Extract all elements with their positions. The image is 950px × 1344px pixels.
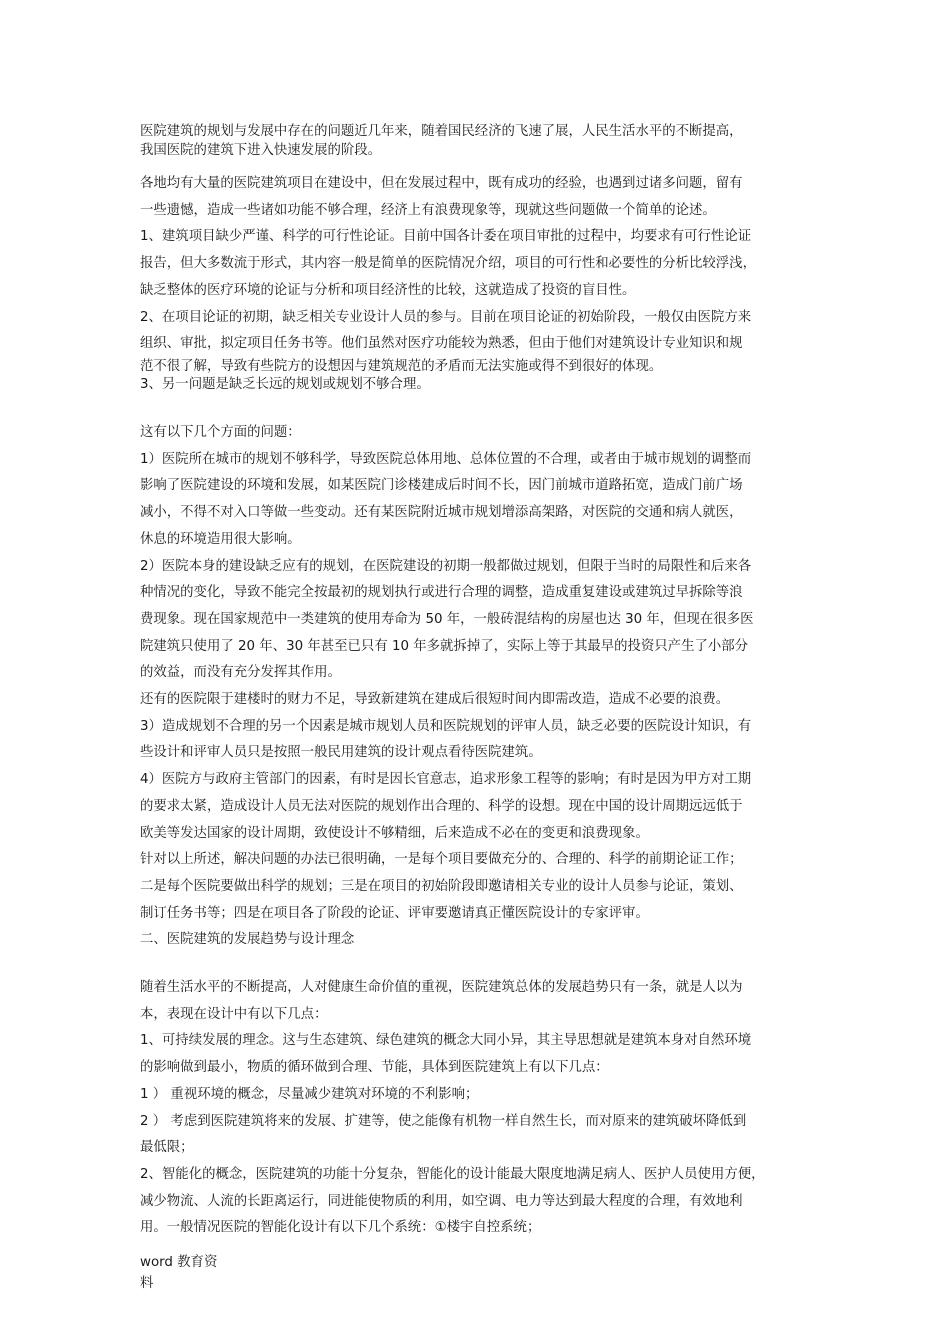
text-line: 休息的环境造用很大影响。 xyxy=(140,531,301,547)
text-line: 1）医院所在城市的规划不够科学，导致医院总体用地、总体位置的不合理，或者由于城市规划的调整而 xyxy=(140,451,752,467)
text-line: 各地均有大量的医院建筑项目在建设中，但在发展过程中，既有成功的经验，也遇到过诸多问题，留有 xyxy=(140,176,743,191)
text-line: 的效益，而没有充分发挥其作用。 xyxy=(140,665,341,681)
text-line: 减小，不得不对入口等做一些变动。还有某医院附近城市规划增添高架路，对医院的交通和病人就医， xyxy=(140,505,743,521)
text-line: 2、在项目论证的初期，缺乏相关专业设计人员的参与。目前在项目论证的初始阶段，一般仅由医院方来 xyxy=(140,309,752,325)
text-line: 最低限； xyxy=(140,1140,194,1156)
text-line: 1 ） 重视环境的概念，尽量减少建筑对环境的不利影响； xyxy=(140,1086,479,1102)
section-planning-issues xyxy=(140,420,830,954)
text-line: 欧美等发达国家的设计周期，致使设计不够精细，后来造成不必在的变更和浪费现象。 xyxy=(140,825,649,841)
text-line: 二、医院建筑的发展趋势与设计理念 xyxy=(140,932,355,948)
text-line: 一些遗憾，造成一些诸如功能不够合理，经济上有浪费现象等，现就这些问题做一个简单的论述。 xyxy=(140,202,716,218)
footer-line: word 教育资 xyxy=(140,1255,218,1270)
text-line: 些设计和评审人员只是按照一般民用建筑的设计观点看待医院建筑。 xyxy=(140,745,542,761)
text-line: 针对以上所述，解决问题的办法已很明确，一是每个项目要做充分的、合理的、科学的前期论证工作； xyxy=(140,852,743,868)
text-line: 本，表现在设计中有以下几点： xyxy=(140,1006,328,1022)
page-footer xyxy=(140,1252,217,1294)
text-line: 2）医院本身的建设缺乏应有的规划，在医院建设的初期一般都做过规划，但限于当时的局限性和后来各 xyxy=(140,558,752,574)
text-line: 种情况的变化，导致不能完全按最初的规划执行或进行合理的调整，造成重复建设或建筑过早拆除等浪 xyxy=(140,585,743,601)
text-line: 还有的医院限于建楼时的财力不足，导致新建筑在建成后很短时间内即需改造，造成不必要的浪费。 xyxy=(140,692,730,708)
section-problems xyxy=(140,171,830,394)
section-trends xyxy=(140,975,830,1242)
text-line: 我国医院的建筑下进入快速发展的阶段。 xyxy=(140,143,382,158)
text-line: 3、另一问题是缺乏长远的规划或规划不够合理。 xyxy=(140,376,430,392)
text-line: 费现象。现在国家规范中一类建筑的使用寿命为 50 年，一般砖混结构的房屋也达 30 年，但现在很多医 xyxy=(140,611,754,627)
text-line: 院建筑只使用了 20 年、30 年甚至已只有 10 年多就拆掉了，实际上等于其最早的投资只产生了小部分 xyxy=(140,638,749,654)
text-line: 4）医院方与政府主管部门的因素，有时是因长官意志，追求形象工程等的影响；有时是因为甲方对工期 xyxy=(140,772,752,788)
text-line: 的影响做到最小，物质的循环做到合理、节能，具体到医院建筑上有以下几点： xyxy=(140,1060,609,1076)
intro-paragraph xyxy=(140,122,830,160)
text-line: 范不很了解，导致有些院方的设想因与建筑规范的矛盾而无法实施或得不到很好的体现。 xyxy=(140,358,663,374)
text-line: 二是每个医院要做出科学的规划；三是在项目的初始阶段即邀请相关专业的设计人员参与论证，策划、 xyxy=(140,878,743,894)
text-line: 组织、审批，拟定项目任务书等。他们虽然对医疗功能较为熟悉，但由于他们对建筑设计专业知识和规 xyxy=(140,336,743,352)
text-line: 2、智能化的概念，医院建筑的功能十分复杂，智能化的设计能最大限度地满足病人、医护人员使用方便， xyxy=(140,1166,765,1182)
text-line: 3）造成规划不合理的另一个因素是城市规划人员和医院规划的评审人员，缺乏必要的医院设计知识，有 xyxy=(140,718,752,734)
text-line: 缺乏整体的医疗环境的论证与分析和项目经济性的比较，这就造成了投资的盲目性。 xyxy=(140,282,636,298)
text-line: 医院建筑的规划与发展中存在的问题近几年来，随着国民经济的飞速了展，人民生活水平的不断提高， xyxy=(140,124,743,139)
footer-line: 料 xyxy=(140,1276,154,1291)
text-line: 用。一般情况医院的智能化设计有以下几个系统：①楼宇自控系统； xyxy=(140,1220,541,1236)
text-line: 报告，但大多数流于形式，其内容一般是简单的医院情况介绍，项目的可行性和必要性的分析比较浮浅， xyxy=(140,256,756,272)
text-line: 的要求太紧，造成设计人员无法对医院的规划作出合理的、科学的设想。现在中国的设计周期远远低于 xyxy=(140,798,743,814)
text-line: 减少物流、人流的长距离运行，同进能使物质的利用，如空调、电力等达到最大程度的合理，有效地利 xyxy=(140,1193,743,1209)
text-line: 随着生活水平的不断提高，人对健康生命价值的重视，医院建筑总体的发展趋势只有一条，就是人以为 xyxy=(140,980,743,995)
text-line: 影响了医院建设的环境和发展，如某医院门诊楼建成后时间不长，因门前城市道路拓宽，造成门前广场 xyxy=(140,478,743,494)
text-line: 1、可持续发展的理念。这与生态建筑、绿色建筑的概念大同小异，其主导思想就是建筑本身对自然环境 xyxy=(140,1033,752,1049)
text-line: 制订任务书等；四是在项目各了阶段的论证、评审要邀请真正懂医院设计的专家评审。 xyxy=(140,905,649,921)
text-line: 2 ） 考虑到医院建筑将来的发展、扩建等，使之能像有机物一样自然生长，而对原来的建筑破坏降低到 xyxy=(140,1113,747,1129)
text-line: 这有以下几个方面的问题： xyxy=(140,425,301,440)
text-line: 1、建筑项目缺少严谨、科学的可行性论证。目前中国各计委在项目审批的过程中，均要求有可行性论证 xyxy=(140,229,752,245)
